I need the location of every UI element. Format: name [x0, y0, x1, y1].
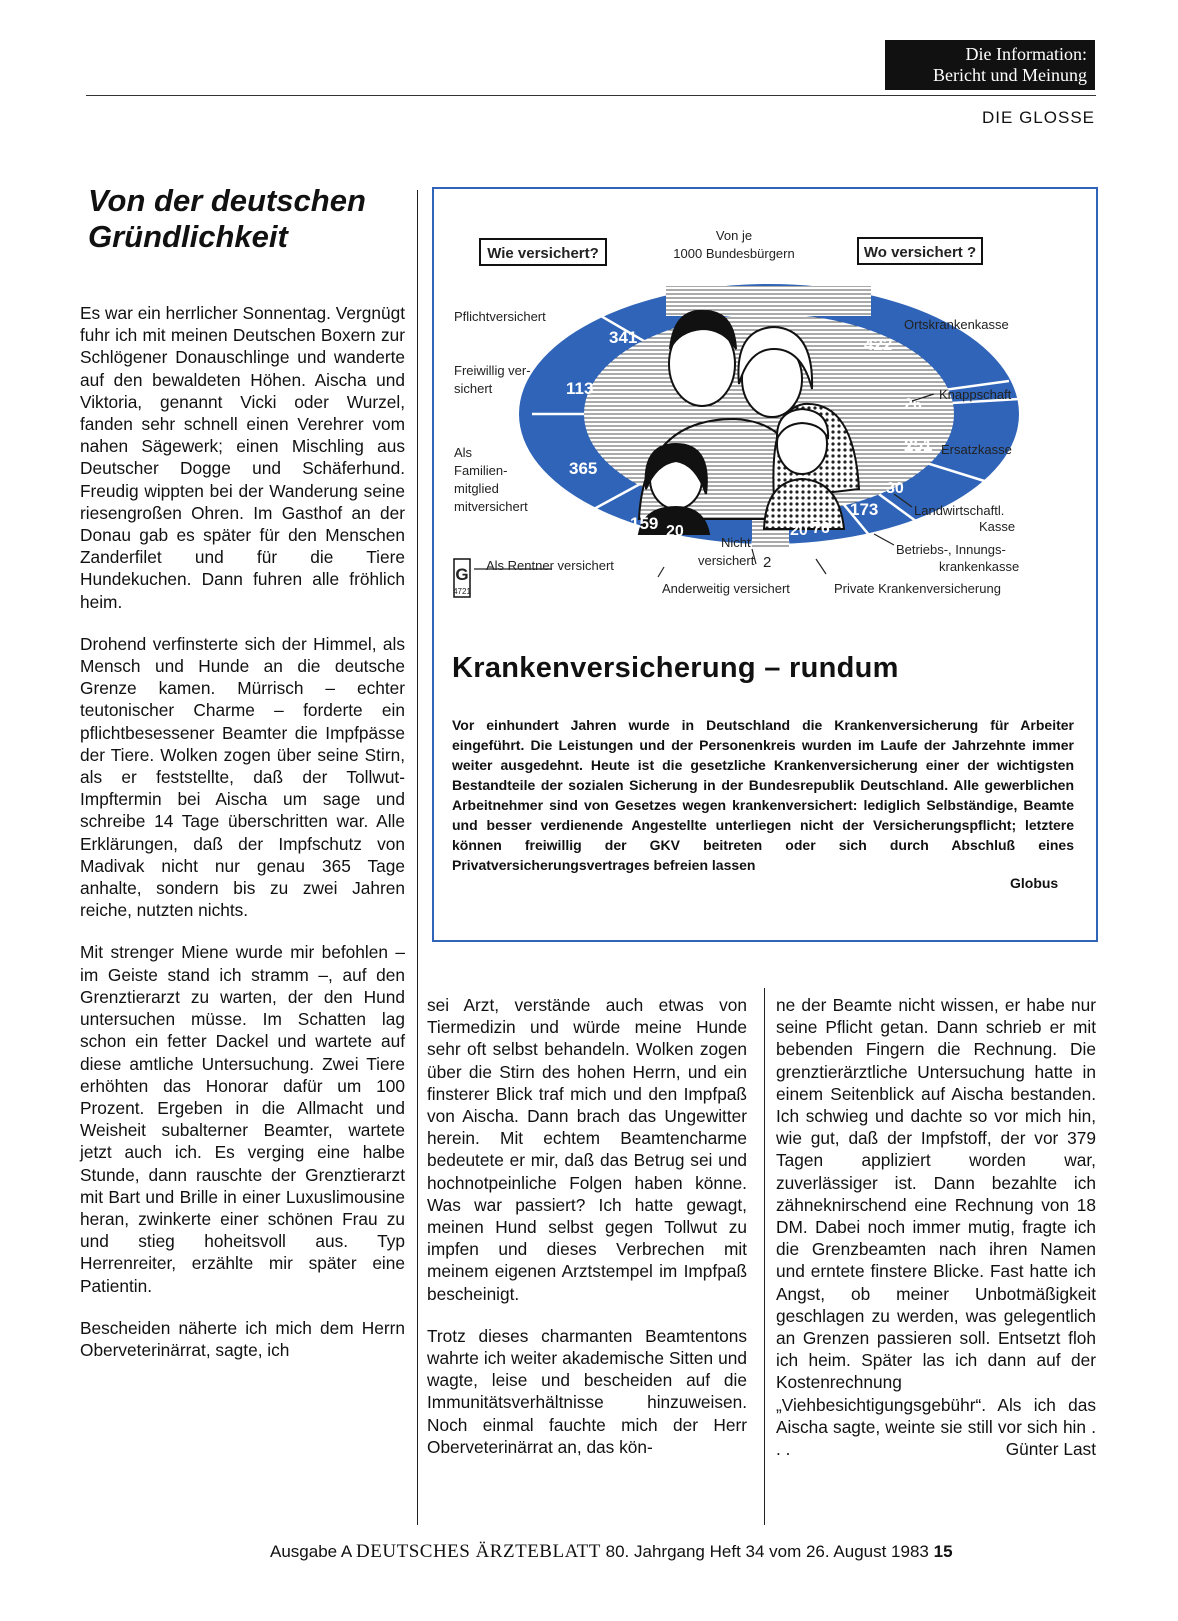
- category-label: Ersatzkasse: [941, 442, 1012, 457]
- center-label-2: 1000 Bundesbürgern: [673, 246, 795, 261]
- category-label: Knappschaft: [939, 387, 1012, 402]
- article-title: [88, 183, 408, 255]
- right-box-label: Wo versichert ?: [863, 244, 977, 261]
- category-label: Betriebs-, Innungs-: [896, 542, 1006, 557]
- footer-magazine: DEUTSCHES ÄRZTEBLATT: [356, 1541, 601, 1562]
- value-label: 20: [666, 523, 684, 540]
- paragraph: Trotz dieses charmanten Beamtentons wahrte ich weiter akademische Sitten und wagte, leise und bescheiden auf die Immunitätsverhältnisse hinzuweisen. Noch einmal fauchte mich der Herr Oberveterinärrat an, das kön-: [427, 1325, 747, 1457]
- column-divider: [417, 190, 418, 1525]
- category-label: krankenkasse: [939, 559, 1020, 574]
- infobox-source: Globus: [1010, 875, 1059, 891]
- category-label: mitglied: [454, 481, 499, 496]
- category-label: Freiwillig ver-: [454, 363, 531, 378]
- category-label: Kasse: [979, 519, 1016, 534]
- badge-line-2: Bericht und Meinung: [933, 65, 1087, 85]
- category-label: Familien-: [454, 463, 508, 478]
- category-label: Landwirtschaftl.: [914, 503, 1005, 518]
- paragraph: Mit strenger Miene wurde mir befohlen – im Geiste stand ich stramm –, auf den Grenztierarzt zu warten, der den Hund untersuchen müsse. Im Schatten lag schon ein fetter Dackel und wartete auf diese amtliche Untersuchung. Zwei Tiere erhöhten das Honorar dafür um 100 Prozent. Ergeben in die Allmacht und Weisheit subalterner Beamter, wartete jetzt auch ich. Es verging eine halbe Stunde, dann rauschte der Grenztierarzt mit Bart und Brille in einer Luxuslimousine heran, zwinkerte einer schönen Frau zu und stieg hoheitsvoll aus. Typ Herrenreiter, erzählte mir später eine Patientin.: [80, 942, 405, 1296]
- page-footer: [270, 1541, 1100, 1563]
- article-column-2: [427, 994, 747, 1458]
- section-label: DIE GLOSSE: [982, 108, 1095, 127]
- footer-issue: 80. Jahrgang Heft 34 vom 26. August 1983: [605, 1542, 929, 1561]
- footer-edition: Ausgabe A: [270, 1542, 352, 1561]
- value-label: 251: [904, 436, 933, 455]
- paragraph: Es war ein herrlicher Sonnentag. Vergnügt fuhr ich mit meinen Deutschen Boxern zur Schlögener Donauschlinge und wanderte auf den bewaldeten Höhen. Aischa und Viktoria, genannt Vicki oder Wurzel, fanden sehr schnell einen Verehrer vom nahen Sägewerk; einen Mischling aus Deutscher Dogge und Schäferhund. Freudig wippten bei der Wanderung seine riesengroßen Ohren. Im Gasthof an der Donau gab es später für den Menschen Zanderfilet und für die Tiere Hundekuchen. Dann fuhren alle fröhlich heim.: [80, 303, 405, 612]
- value-label: 365: [569, 459, 598, 478]
- category-label: mitversichert: [454, 499, 528, 514]
- category-label: Nicht: [721, 535, 751, 550]
- value-label: 76: [812, 520, 830, 537]
- section-badge: [885, 40, 1095, 90]
- badge-line-1: Die Information:: [965, 44, 1087, 64]
- title-line-1: Von der deutschen: [88, 183, 366, 218]
- column-divider: [764, 988, 765, 1525]
- value-label: 20: [790, 522, 808, 539]
- value-label: 26: [904, 396, 922, 413]
- left-box-label: Wie versichert?: [487, 245, 599, 262]
- value-label: 341: [609, 328, 638, 347]
- title-line-2: Gründlichkeit: [88, 219, 288, 254]
- infobox-text: Vor einhundert Jahren wurde in Deutschland die Krankenversicherung für Arbeiter eingeführt. Die Leistungen und der Personenkreis wurden im Laufe der Jahrzehnte immer weiter ausgedehnt. Heute ist die gesetzliche Krankenversicherung einer der wichtigsten Bestandteile der sozialen Sicherung in der Bundesrepublik Deutschland. Alle gewerblichen Arbeitnehmer sind von Gesetzes wegen krankenversichert: lediglich Selbständige, Beamte und besser verdienende Angestellte unterliegen nicht der Versicherungspflicht; letztere können freiwillig der GKV beitreten oder sich durch Abschluß eines Privatversicherungsvertrages befreien lassen: [452, 717, 1074, 873]
- svg-text:G: G: [455, 565, 469, 584]
- infobox-heading: Krankenversicherung – rundum: [452, 652, 899, 684]
- center-label-1: Von je: [715, 228, 753, 243]
- author: Günter Last: [1005, 1439, 1096, 1460]
- article-column-1: [80, 302, 405, 1361]
- value-label: 30: [886, 480, 904, 497]
- category-label: sichert: [454, 381, 493, 396]
- header-rule: [86, 95, 1096, 96]
- category-label: versichert: [698, 553, 755, 568]
- category-label: Ortskrankenkasse: [904, 317, 1009, 332]
- value-label: 422: [864, 335, 893, 354]
- globus-code: 4721: [453, 587, 471, 596]
- category-label: Private Krankenversicherung: [834, 581, 1001, 596]
- category-label: Als: [454, 445, 473, 460]
- paragraph: Bescheiden näherte ich mich dem Herrn Oberveterinärrat, sagte, ich: [80, 1317, 405, 1360]
- value-label: 2: [763, 554, 772, 571]
- page-number: 15: [933, 1542, 953, 1561]
- article-column-3: [776, 994, 1096, 1460]
- value-label: 159: [630, 514, 659, 533]
- category-label: Anderweitig versichert: [662, 581, 790, 596]
- category-label: Als Rentner versichert: [486, 558, 614, 573]
- paragraph: sei Arzt, verstände auch etwas von Tiermedizin und würde meine Hunde sehr oft selbst behandeln. Wolken zogen über die Stirn des hohen Herrn, und ein finsterer Blick traf mich und den Impfpaß von Aischa. Dann brach das Ungewitter herein. Mit echtem Beamtencharme bedeutete er mir, daß das Betrug sei und hochnotpeinliche Folgen haben könne. Was war passiert? Ich hatte gewagt, meinen Hund selbst gegen Tollwut zu impfen und dieses Verbrechen mit meinem eigenen Arztstempel im Impfpaß bescheinigt.: [427, 995, 747, 1304]
- category-label: Pflichtversichert: [454, 309, 546, 324]
- insurance-infographic: [434, 189, 1096, 639]
- paragraph: ne der Beamte nicht wissen, er habe nur seine Pflicht getan. Dann schrieb er mit bebenden Fingern die Rechnung. Die grenztierärztliche Untersuchung hatte in einem Seitenblick auf Aischa bestanden. Ich schwieg und dachte so vor mich hin, wie gut, daß der Impfstoff, der vor 379 Tagen appliziert worden war, zuverlässiger ist. Dann bezahlte ich zähneknirschend eine Rechnung von 18 DM. Dabei noch immer mutig, fragte ich die Grenzbeamten nach ihren Namen und erntete finstere Blicke. Fast hatte ich Angst, ob meiner Unbotmäßigkeit geschlagen zu werden, was gelegentlich an Grenzen passieren soll. Entsetzt floh ich heim. Später las ich dann auf der Kostenrechnung „Viehbesichtigungsgebühr“. Als ich das Aischa sagte, weinte sie still vor sich hin . . .: [776, 995, 1096, 1460]
- paragraph: Drohend verfinsterte sich der Himmel, als Mensch und Hunde an die deutsche Grenze kamen. Mürrisch – echter teutonischer Charme – forderte ein pflichtbesessener Beamter die Impfpässe der Tiere. Wolken zogen über seine Stirn, als er feststellte, daß der Tollwut-Impftermin bei Aischa um sage und schreibe 14 Tage überschritten war. Alle Erklärungen, daß der Impfschutz von Madivak nicht nur genau 365 Tage anhalte, sondern bis zu zwei Jahren reiche, nutzten nichts.: [80, 633, 405, 921]
- value-label: 173: [850, 500, 879, 519]
- value-label: 113: [566, 379, 594, 398]
